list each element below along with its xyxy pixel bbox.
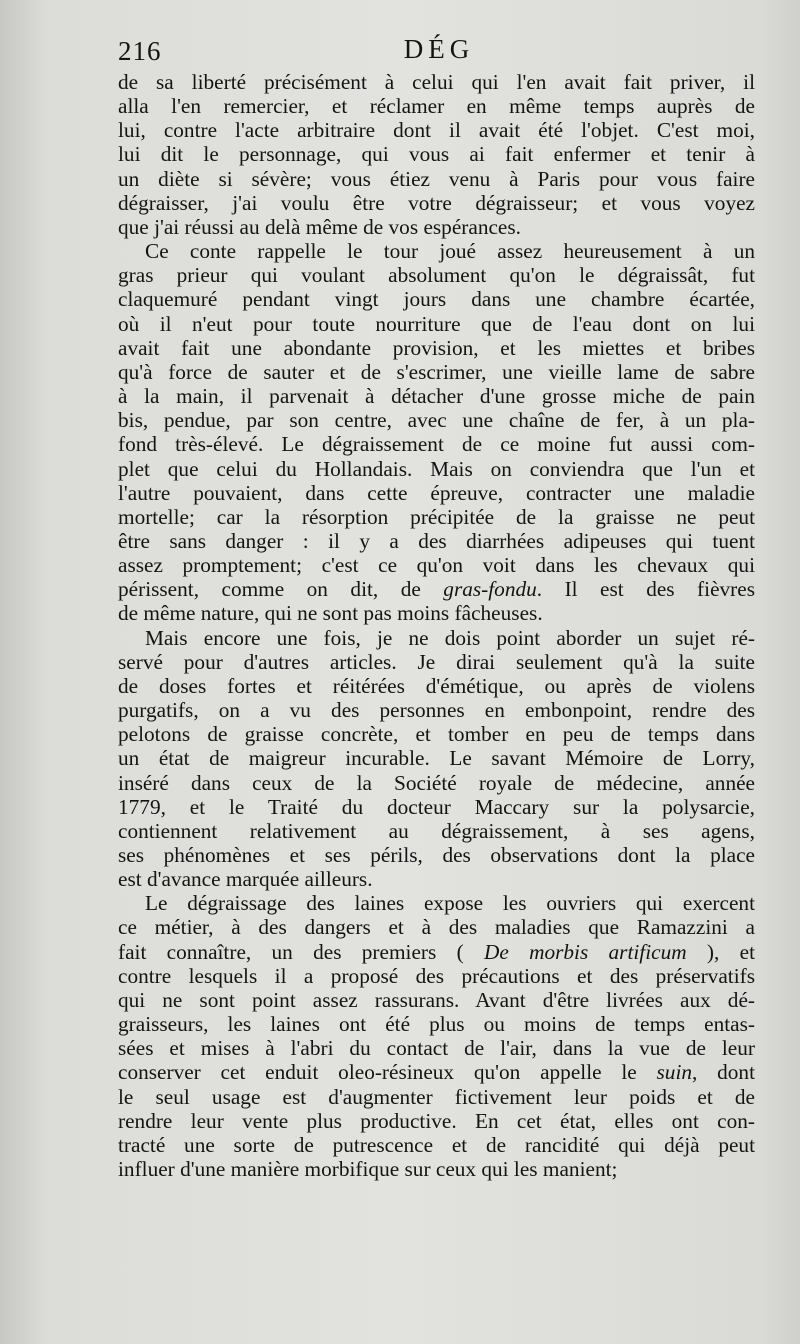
text-line: mortelle; car la résorption précipitée de la graisse ne peut: [118, 504, 755, 529]
text-line: à la main, il parvenait à détacher d'une grosse miche de pain: [118, 384, 755, 409]
text-line: où il n'eut pour toute nourriture que de l'eau dont on lui: [118, 311, 755, 336]
page-number: 216: [118, 36, 162, 66]
text-line: tracté une sorte de putrescence et de rancidité qui déjà peut: [118, 1132, 755, 1157]
text-line: un diète si sévère; vous étiez venu à Paris pour vous faire: [118, 166, 755, 191]
text-line: dégraisser, j'ai voulu être votre dégraisseur; et vous voyez: [118, 190, 755, 215]
text-line: gras prieur qui voulant absolument qu'on le dégraissât, fut: [118, 263, 755, 288]
text-line: servé pour d'autres articles. Je dirai seulement qu'à la suite: [118, 649, 755, 674]
paragraph: [118, 239, 755, 626]
text-line: lui dit le personnage, qui vous ai fait enfermer et tenir à: [118, 142, 755, 167]
text-line: rendre leur vente plus productive. En cet état, elles ont con-: [118, 1108, 755, 1133]
text-line: l'autre pouvaient, dans cette épreuve, contracter une maladie: [118, 480, 755, 505]
text-line: périssent, comme on dit, de gras-fondu. Il est des fièvres: [118, 577, 755, 602]
text-line: conserver cet enduit oleo-résineux qu'on appelle le suin, dont: [118, 1060, 756, 1085]
text-line: purgatifs, on a vu des personnes en embonpoint, rendre des: [118, 698, 755, 723]
text-line: un état de maigreur incurable. Le savant Mémoire de Lorry,: [118, 746, 755, 771]
text-line: ses phénomènes et ses périls, des observations dont la place: [118, 843, 755, 867]
text-line: être sans danger : il y a des diarrhées adipeuses qui tuent: [118, 528, 755, 553]
text-line: sées et mises à l'abri du contact de l'air, dans la vue de leur: [118, 1036, 755, 1061]
text-line: lui, contre l'acte arbitraire dont il avait été l'objet. C'est moi,: [118, 118, 755, 143]
text-line: fait connaître, un des premiers ( De morbis artificum ), et: [118, 939, 755, 964]
running-head: DÉG: [403, 34, 475, 64]
text-line: 1779, et le Traité du docteur Maccary sur la polysarcie,: [118, 794, 755, 819]
text-line: contre lesquels il a proposé des précautions et des préservatifs: [118, 963, 755, 988]
text-line: de doses fortes et réitérées d'émétique, ou après de violens: [118, 673, 755, 698]
text-line: fond très-élevé. Le dégraissement de ce moine fut aussi com-: [118, 432, 755, 457]
text-line: qu'à force de sauter et de s'escrimer, une vieille lame de sabre: [118, 359, 755, 384]
text-line: claquemuré pendant vingt jours dans une chambre écartée,: [118, 287, 755, 312]
text-line: Ce conte rappelle le tour joué assez heureusement à un: [145, 239, 755, 264]
page-body: [118, 70, 755, 1181]
text-line: est d'avance marquée ailleurs.: [118, 867, 373, 892]
text-line: de sa liberté précisément à celui qui l'en avait fait priver, il: [118, 70, 755, 94]
paragraph: [118, 626, 755, 892]
text-line: de même nature, qui ne sont pas moins fâcheuses.: [118, 601, 543, 626]
text-line: le seul usage est d'augmenter fictivement leur poids et de: [118, 1084, 755, 1109]
text-line: alla l'en remercier, et réclamer en même temps auprès de: [118, 94, 755, 119]
text-line: plet que celui du Hollandais. Mais on conviendra que l'un et: [118, 456, 755, 481]
text-line: Mais encore une fois, je ne dois point aborder un sujet ré-: [145, 625, 755, 650]
text-line: avait fait une abondante provision, et les miettes et bribes: [118, 335, 755, 360]
text-line: qui ne sont point assez rassurans. Avant d'être livrées aux dé-: [118, 987, 755, 1012]
paragraph: [118, 70, 755, 239]
text-line: pelotons de graisse concrète, et tomber en peu de temps dans: [118, 722, 755, 747]
paragraph: [118, 891, 755, 1181]
text-line: Le dégraissage des laines expose les ouvriers qui exercent: [145, 891, 755, 916]
text-line: contiennent relativement au dégraissement, à ses agens,: [118, 818, 755, 843]
text-line: inséré dans ceux de la Société royale de médecine, année: [118, 770, 755, 795]
text-line: bis, pendue, par son centre, avec une chaîne de fer, à un pla-: [118, 408, 755, 433]
page-header: [118, 30, 760, 70]
text-line: que j'ai réussi au delà même de vos espérances.: [118, 214, 521, 239]
text-line: assez promptement; c'est ce qu'on voit dans les chevaux qui: [118, 553, 755, 578]
text-line: influer d'une manière morbifique sur ceux qui les manient;: [118, 1157, 618, 1182]
text-line: graisseurs, les laines ont été plus ou moins de temps entas-: [118, 1012, 755, 1037]
text-line: ce métier, à des dangers et à des maladies que Ramazzini a: [118, 915, 755, 940]
